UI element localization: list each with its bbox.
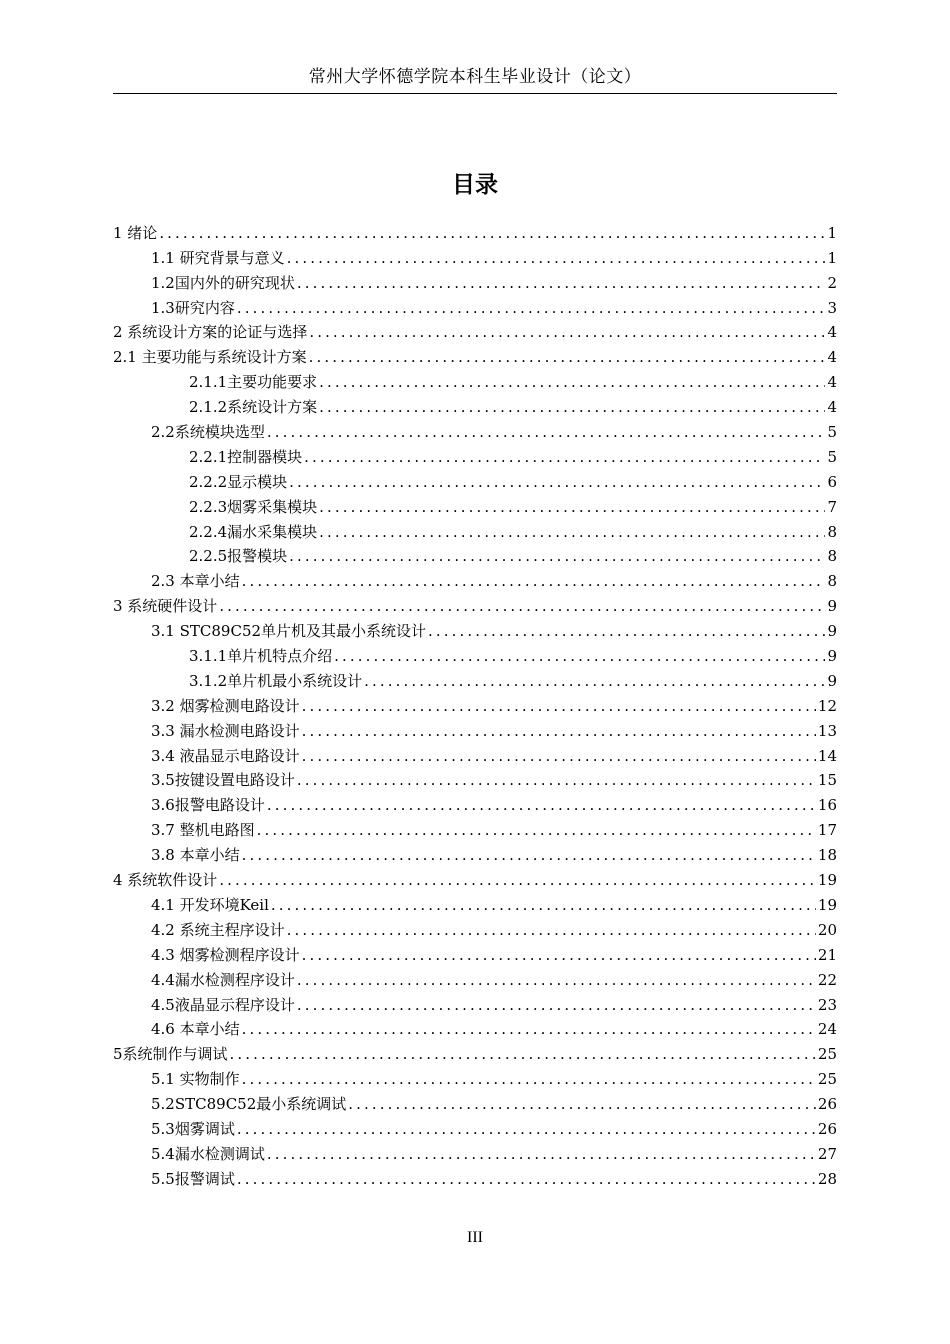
toc-entry-label: 4.5液晶显示程序设计 [151,995,295,1014]
toc-entry-label: 1.3研究内容 [151,298,235,317]
toc-dot-leader [304,447,825,467]
toc-entry-page: 14 [817,746,837,765]
toc-entry-page: 6 [827,472,837,491]
toc-entry[interactable] [113,517,837,542]
toc-dot-leader [267,795,816,815]
toc-entry[interactable] [113,566,837,591]
toc-entry[interactable] [113,691,837,716]
toc-dot-leader [428,621,825,641]
toc-entry-page: 4 [827,398,837,417]
toc-entry[interactable] [113,990,837,1015]
toc-entry-label: 3.2 烟雾检测电路设计 [151,696,300,715]
toc-entry-label: 4.3 烟雾检测程序设计 [151,945,300,964]
toc-entry-page: 25 [817,1070,837,1089]
toc-entry[interactable] [113,815,837,840]
toc-dot-leader [267,422,826,442]
toc-entry-label: 2.2.3烟雾采集模块 [189,497,318,516]
toc-entry[interactable] [113,1015,837,1040]
toc-dot-leader [257,820,816,840]
toc-entry[interactable] [113,1064,837,1089]
toc-entry-label: 2.1 主要功能与系统设计方案 [113,348,307,367]
toc-entry-page: 24 [817,1020,837,1039]
toc-entry-page: 5 [827,423,837,442]
toc-dot-leader [242,1019,816,1039]
toc-entry-label: 1.2国内外的研究现状 [151,273,295,292]
toc-dot-leader [271,895,816,915]
toc-entry-label: 2.2.1控制器模块 [189,447,303,466]
toc-entry-page: 8 [827,572,837,591]
toc-entry-label: 3.3 漏水检测电路设计 [151,721,300,740]
table-of-contents [113,218,837,1189]
page-number: III [467,1229,483,1246]
toc-dot-leader [289,546,825,566]
toc-entry-page: 5 [827,447,837,466]
toc-entry-page: 1 [827,223,837,242]
toc-entry[interactable] [113,492,837,517]
toc-entry[interactable] [113,1139,837,1164]
toc-entry-page: 12 [817,696,837,715]
toc-entry[interactable] [113,243,837,268]
toc-entry[interactable] [113,542,837,567]
toc-entry[interactable] [113,218,837,243]
toc-entry[interactable] [113,865,837,890]
toc-dot-leader [334,646,825,666]
toc-entry-page: 20 [817,920,837,939]
toc-dot-leader [319,397,825,417]
toc-entry-page: 27 [817,1144,837,1163]
toc-entry[interactable] [113,790,837,815]
toc-entry-label: 5.5报警调试 [151,1169,235,1188]
toc-entry-page: 1 [827,248,837,267]
toc-entry-page: 19 [817,895,837,914]
toc-entry-page: 19 [817,871,837,890]
toc-entry[interactable] [113,367,837,392]
toc-entry-page: 13 [817,721,837,740]
toc-dot-leader [297,970,816,990]
toc-entry-page: 21 [817,945,837,964]
toc-entry-page: 7 [827,497,837,516]
toc-dot-leader [319,522,825,542]
toc-dot-leader [230,1044,816,1064]
toc-entry[interactable] [113,890,837,915]
page-title: 目录 [452,172,498,198]
toc-entry-page: 3 [827,298,837,317]
toc-entry-page: 17 [817,821,837,840]
page-header: 常州大学怀德学院本科生毕业设计（论文） [113,66,837,94]
toc-dot-leader [219,596,825,616]
toc-entry-label: 3.4 液晶显示电路设计 [151,746,300,765]
toc-entry[interactable] [113,417,837,442]
toc-entry-page: 4 [827,323,837,342]
toc-dot-leader [242,845,816,865]
toc-entry-page: 2 [827,273,837,292]
toc-entry-label: 3.7 整机电路图 [151,821,255,840]
toc-entry-page: 9 [827,622,837,641]
toc-dot-leader [302,721,816,741]
toc-dot-leader [242,571,826,591]
toc-entry-label: 5.3烟雾调试 [151,1119,235,1138]
toc-dot-leader [219,870,816,890]
toc-dot-leader [237,1119,816,1139]
toc-dot-leader [297,770,816,790]
toc-entry-page: 28 [817,1169,837,1188]
toc-entry-label: 5系统制作与调试 [113,1045,228,1064]
toc-entry-page: 16 [817,796,837,815]
toc-entry-label: 5.4漏水检测调试 [151,1144,265,1163]
toc-entry[interactable] [113,666,837,691]
toc-entry-label: 4 系统软件设计 [113,871,218,890]
toc-entry[interactable] [113,442,837,467]
toc-entry-page: 26 [817,1119,837,1138]
toc-entry-page: 15 [817,771,837,790]
toc-dot-leader [319,497,825,517]
toc-dot-leader [309,322,825,342]
toc-entry-label: 3.5按键设置电路设计 [151,771,295,790]
toc-entry-label: 3.1.2单片机最小系统设计 [189,671,363,690]
toc-entry-label: 2.1.1主要功能要求 [189,373,318,392]
toc-entry[interactable] [113,268,837,293]
toc-entry-label: 3.1.1单片机特点介绍 [189,647,333,666]
toc-entry-page: 26 [817,1095,837,1114]
toc-entry-label: 3 系统硬件设计 [113,597,218,616]
toc-entry-label: 4.6 本章小结 [151,1020,240,1039]
toc-entry-page: 4 [827,348,837,367]
toc-entry[interactable] [113,342,837,367]
toc-entry-label: 2.1.2系统设计方案 [189,398,318,417]
toc-entry[interactable] [113,1089,837,1114]
toc-entry-page: 23 [817,995,837,1014]
toc-entry-label: 4.4漏水检测程序设计 [151,970,295,989]
toc-entry-page: 9 [827,647,837,666]
toc-dot-leader [159,223,825,243]
toc-dot-leader [297,273,826,293]
toc-entry-page: 9 [827,597,837,616]
toc-entry[interactable] [113,915,837,940]
toc-entry[interactable] [113,940,837,965]
toc-dot-leader [287,248,826,268]
toc-entry-label: 2.3 本章小结 [151,572,240,591]
toc-entry[interactable] [113,318,837,343]
toc-dot-leader [237,1169,816,1189]
toc-entry-label: 1 绪论 [113,223,158,242]
toc-entry[interactable] [113,616,837,641]
toc-entry-label: 2.2系统模块选型 [151,423,265,442]
toc-entry[interactable] [113,641,837,666]
toc-entry-label: 4.2 系统主程序设计 [151,920,285,939]
toc-entry-label: 2.2.2显示模块 [189,472,288,491]
toc-entry[interactable] [113,766,837,791]
toc-entry-page: 18 [817,846,837,865]
toc-entry-page: 4 [827,373,837,392]
toc-entry-label: 5.2STC89C52最小系统调试 [151,1095,347,1114]
toc-dot-leader [302,945,816,965]
toc-dot-leader [297,995,816,1015]
toc-entry-page: 22 [817,970,837,989]
toc-entry[interactable] [113,467,837,492]
toc-dot-leader [364,671,825,691]
toc-dot-leader [348,1094,816,1114]
toc-dot-leader [302,696,816,716]
toc-entry-label: 2.2.5报警模块 [189,547,288,566]
toc-dot-leader [267,1144,816,1164]
toc-entry[interactable] [113,965,837,990]
toc-dot-leader [309,347,826,367]
toc-entry-label: 3.1 STC89C52单片机及其最小系统设计 [151,622,427,641]
toc-entry-page: 9 [827,671,837,690]
toc-entry-label: 4.1 开发环境Keil [151,895,269,914]
toc-entry-page: 25 [817,1045,837,1064]
toc-entry[interactable] [113,741,837,766]
toc-entry[interactable] [113,293,837,318]
toc-entry[interactable] [113,716,837,741]
toc-dot-leader [302,746,816,766]
toc-entry[interactable] [113,1164,837,1189]
toc-dot-leader [289,472,825,492]
toc-entry-label: 3.6报警电路设计 [151,796,265,815]
toc-dot-leader [237,298,826,318]
toc-entry[interactable] [113,591,837,616]
toc-entry[interactable] [113,1114,837,1139]
toc-entry-label: 2 系统设计方案的论证与选择 [113,323,308,342]
toc-entry-page: 8 [827,522,837,541]
toc-entry-label: 2.2.4漏水采集模块 [189,522,318,541]
toc-dot-leader [242,1069,816,1089]
toc-dot-leader [319,372,825,392]
toc-entry-label: 1.1 研究背景与意义 [151,248,285,267]
toc-entry[interactable] [113,1039,837,1064]
toc-entry[interactable] [113,840,837,865]
toc-dot-leader [287,920,816,940]
toc-entry-label: 3.8 本章小结 [151,846,240,865]
toc-entry-page: 8 [827,547,837,566]
toc-entry-label: 5.1 实物制作 [151,1070,240,1089]
toc-entry[interactable] [113,392,837,417]
